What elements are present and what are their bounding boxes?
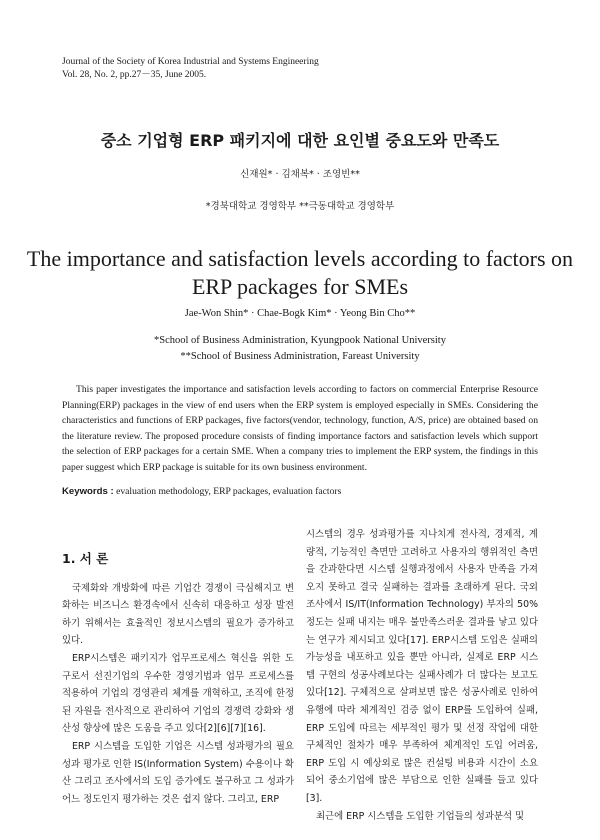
korean-affiliations: *경북대학교 경영학부 **극동대학교 경영학부 (205, 201, 395, 212)
english-title-line1: The importance and satisfaction levels according to factors on (26, 246, 574, 271)
abstract: This paper investigates the importance and satisfaction levels according to factors on commercial Enterprise Resource Planning(ERP) packages in the view of end users when the ERP system is employed especially in SMEs. Considering the characteristics and functions of ERP packages, five factors(vendor, technology, function, A/S, price) are obtained based on the literature review. The proposed procedure consists of finding importance factors and satisfaction levels which support the selection of ERP packages for a certain SME. When a company tries to implement the ERP system, the findings in this paper suggest which ERP package is suitable for its own business environment. (62, 384, 538, 473)
korean-authors: 신재원* · 김채복* · 조영빈** (240, 169, 360, 180)
keywords (62, 486, 538, 497)
right-column (306, 526, 538, 825)
affiliation-1: *School of Business Administration, Kyungpook National University (154, 335, 446, 346)
journal-volume: Vol. 28, No. 2, pp.27－35, June 2005. (62, 70, 207, 80)
paragraph: 국제화와 개방화에 따른 기업간 경쟁이 극심해지고 변화하는 비즈니스 환경속에서 신속히 대응하고 성장 발전하기 위해서는 효율적인 정보시스템의 필요가 증가하고 있다. (62, 582, 294, 647)
paragraph: ERP시스템은 패키지가 업무프로세스 혁신을 위한 도구로서 선진기업의 우수한 경영기법과 업무 프로세스를 적용하여 기업의 경영관리 체계를 개혁하고, 조직에 한정된 자원을 전사적으로 관리하여 기업의 경쟁력 강화와 생산성 향상에 많은 도움을 주고 있다[2][6][7][16]. (62, 652, 294, 735)
paragraph: 최근에 ERP 시스템을 도입한 기업들의 성과분석 및 (316, 810, 525, 822)
keywords-label: Keywords : (62, 486, 114, 497)
affiliation-2: **School of Business Administration, Fareast University (180, 351, 420, 362)
english-title (0, 245, 600, 301)
korean-title: 중소 기업형 ERP 패키지에 대한 요인별 중요도와 만족도 (100, 131, 500, 150)
paragraph: 시스템의 경우 성과평가를 지나치게 전사적, 경제적, 계량적, 기능적인 측면만 고려하고 사용자의 행위적인 측면을 간과한다면 시스템 실행과정에서 사용자 만족을 가져오지 못하고 결국 실패하는 결과를 초래하게 된다. 국외 조사에서 IS/IT(Information Technology) 부자의 50% 정도는 실패 내지는 매우 불만족스러운 결과를 낳고 있다는 연구가 제시되고 있다[17]. ERP시스템 도입은 실패의 가능성을 내포하고 있을 뿐만 아니라, 실제로 ERP 시스템 구현의 성공사례보다는 실패사례가 더 많다는 보고도 있다[12]. 구체적으로 살펴보면 많은 성공사례로 인하여 유행에 따라 체계적인 검증 없이 ERP를 도입하여 실패, ERP 도입에 따르는 세부적인 평가 및 선정 작업에 대한 구체적인 절차가 매우 부족하여 체계적인 도입 어려움, ERP 도입 시 예상외로 많은 컨설팅 비용과 시간이 소요되어 중소기업에 많은 부담으로 인한 실패를 들고 있다[3]. (306, 529, 538, 804)
section-heading: 1. 서 론 (62, 551, 109, 566)
paragraph: ERP 시스템을 도입한 기업은 시스템 성과평가의 필요성과 평가로 인한 IS(Information System) 수용이나 확산 그리고 조사에서의 도입 증가에도 불구하고 그 성과가 어느 정도인지 평가하는 것은 쉽지 않다. 그리고, ERP (62, 740, 294, 805)
left-column (62, 526, 294, 808)
journal-name: Journal of the Society of Korea Industrial and Systems Engineering (62, 57, 319, 67)
english-authors: Jae-Won Shin* · Chae-Bogk Kim* · Yeong Bin Cho** (184, 308, 416, 319)
keywords-text: evaluation methodology, ERP packages, evaluation factors (113, 486, 342, 497)
journal-header (62, 56, 319, 82)
english-affiliations (0, 333, 600, 365)
english-title-line2: ERP packages for SMEs (191, 274, 409, 299)
